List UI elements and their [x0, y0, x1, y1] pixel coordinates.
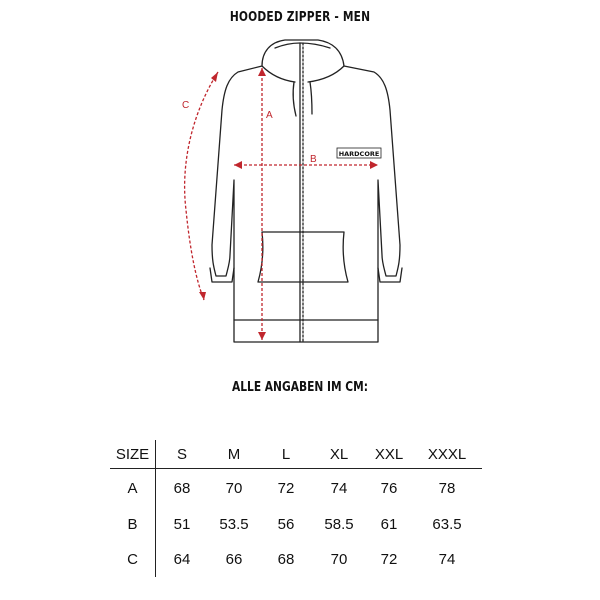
page-title: HOODED ZIPPER - MEN [229, 10, 371, 25]
table-cell: 61 [380, 516, 398, 533]
table-cell: 70 [330, 551, 348, 568]
label-a: A [266, 110, 273, 121]
table-corner-cell: SIZE [110, 440, 156, 469]
brand-logo [337, 148, 381, 158]
table-cell: 68 [173, 479, 191, 497]
column-header-m: M [208, 440, 260, 469]
column-header-s: S [156, 440, 209, 469]
measurement-lines [185, 68, 378, 340]
row-label-b: B [110, 507, 156, 542]
column-header-xl: XL [312, 440, 366, 469]
table-row [110, 507, 482, 542]
table-cell: 66 [225, 551, 243, 568]
table-cell: 63.5 [432, 516, 462, 533]
table-cell: 51 [173, 516, 191, 533]
column-header-xxl: XXL [366, 440, 412, 469]
table-cell: 74 [438, 551, 456, 568]
row-label-a: A [110, 469, 156, 508]
column-header-xxxl: XXXL [412, 440, 482, 469]
table-cell: 78 [438, 479, 456, 497]
table-cell: 53.5 [219, 516, 249, 533]
label-c: C [182, 100, 190, 111]
table-row [110, 469, 482, 508]
column-header-l: L [260, 440, 312, 469]
brand-logo-text: HARDCORE [338, 150, 380, 158]
measurement-note: ALLE ANGABEN IM CM: [231, 380, 369, 395]
measurement-arrows [199, 68, 378, 340]
table-cell: 58.5 [324, 516, 354, 533]
table-cell: 74 [330, 479, 348, 497]
table-cell: 72 [277, 479, 295, 497]
table-cell: 68 [277, 551, 295, 568]
label-b: B [310, 154, 317, 165]
row-label-c: C [110, 542, 156, 577]
table-cell: 76 [380, 479, 398, 497]
size-chart-table [110, 440, 482, 577]
hoodie-outline [210, 40, 402, 342]
table-row [110, 542, 482, 577]
table-cell: 64 [173, 551, 191, 568]
table-cell: 56 [277, 516, 295, 533]
table-cell: 72 [380, 551, 398, 568]
table-cell: 70 [225, 479, 243, 497]
table-header-row [110, 440, 482, 469]
